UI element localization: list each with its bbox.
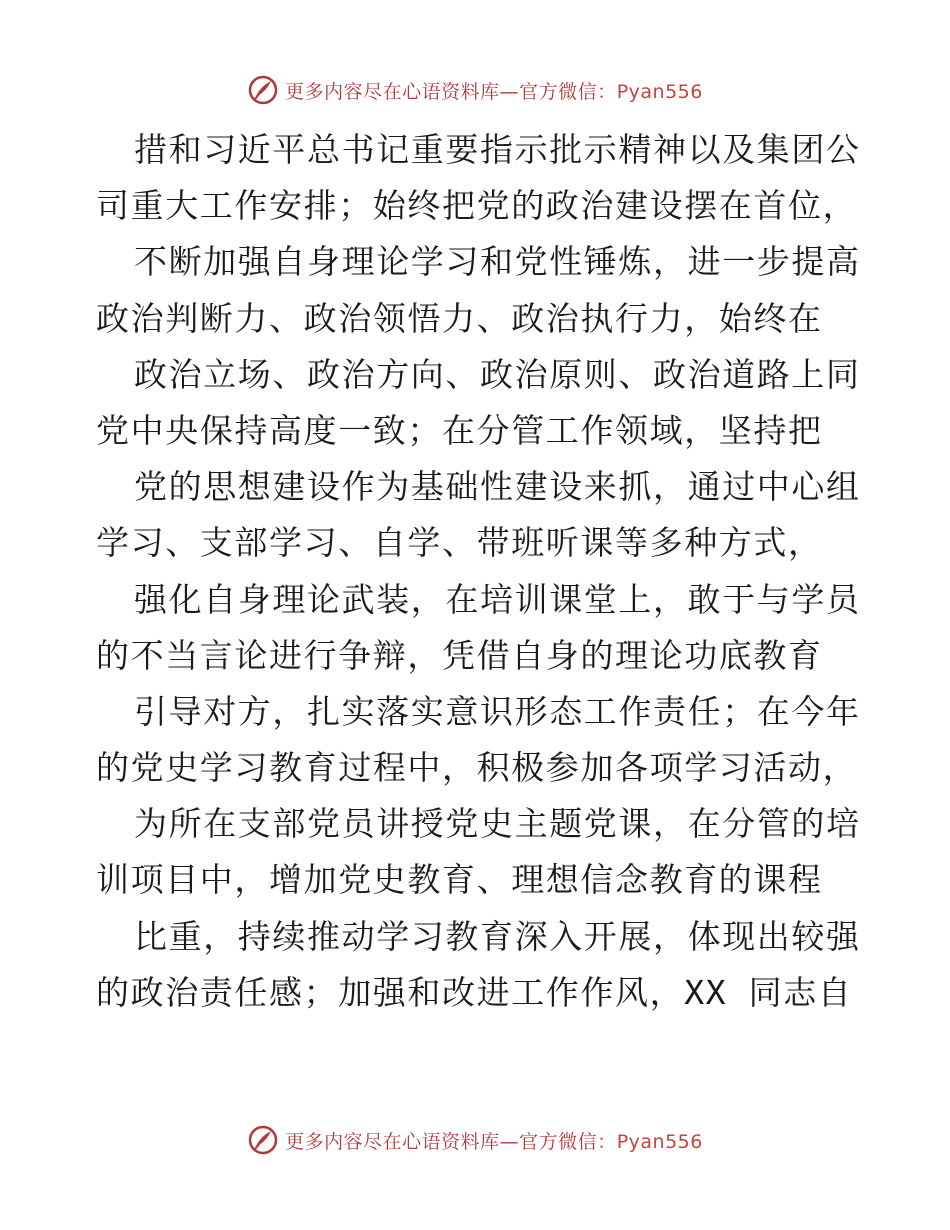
watermark-separator: — xyxy=(499,1130,520,1153)
body-line: 的党史学习教育过程中，积极参加各项学习活动， xyxy=(96,748,858,788)
watermark-brand: 更多内容尽在心语资料库 xyxy=(285,1130,500,1153)
body-line: 政治判断力、政治领悟力、政治执行力，始终在 xyxy=(96,298,823,338)
body-line: 比重，持续推动学习教育深入开展，体现出较强 xyxy=(134,916,861,956)
body-line: 强化自身理论武装，在培训课堂上，敢于与学员 xyxy=(134,579,861,619)
header-watermark xyxy=(0,70,950,110)
watermark-wechat-label: 官方微信： xyxy=(519,1130,617,1153)
body-line: 的不当言论进行争辩，凭借自身的理论功底教育 xyxy=(96,635,823,675)
body-line: 学习、支部学习、自学、带班听课等多种方式， xyxy=(96,523,823,563)
watermark-text xyxy=(285,77,703,104)
quill-seal-icon xyxy=(247,74,279,106)
watermark-wechat-id: Pyan556 xyxy=(616,1130,703,1153)
body-line: 政治立场、政治方向、政治原则、政治道路上同 xyxy=(134,354,861,394)
body-line: 为所在支部党员讲授党史主题党课，在分管的培 xyxy=(134,804,861,844)
body-line: 措和习近平总书记重要指示批示精神以及集团公 xyxy=(134,130,861,169)
body-line: 不断加强自身理论学习和党性锤炼，进一步提高 xyxy=(134,242,861,282)
watermark-separator: — xyxy=(499,80,520,103)
body-line: 的政治责任感；加强和改进工作作风，XX 同志自 xyxy=(96,972,853,1012)
document-body xyxy=(96,122,866,1021)
watermark-text xyxy=(285,1127,703,1154)
watermark-wechat-label: 官方微信： xyxy=(519,80,617,103)
quill-seal-icon xyxy=(247,1124,279,1156)
footer-watermark xyxy=(0,1120,950,1160)
body-line: 党中央保持高度一致；在分管工作领域，坚持把 xyxy=(96,410,823,450)
body-line: 党的思想建设作为基础性建设来抓，通过中心组 xyxy=(134,467,861,507)
watermark-wechat-id: Pyan556 xyxy=(616,80,703,103)
body-line: 司重大工作安排；始终把党的政治建设摆在首位， xyxy=(96,186,858,226)
body-line: 训项目中，增加党史教育、理想信念教育的课程 xyxy=(96,860,823,900)
body-line: 引导对方，扎实落实意识形态工作责任；在今年 xyxy=(134,691,861,731)
watermark-brand: 更多内容尽在心语资料库 xyxy=(285,80,500,103)
